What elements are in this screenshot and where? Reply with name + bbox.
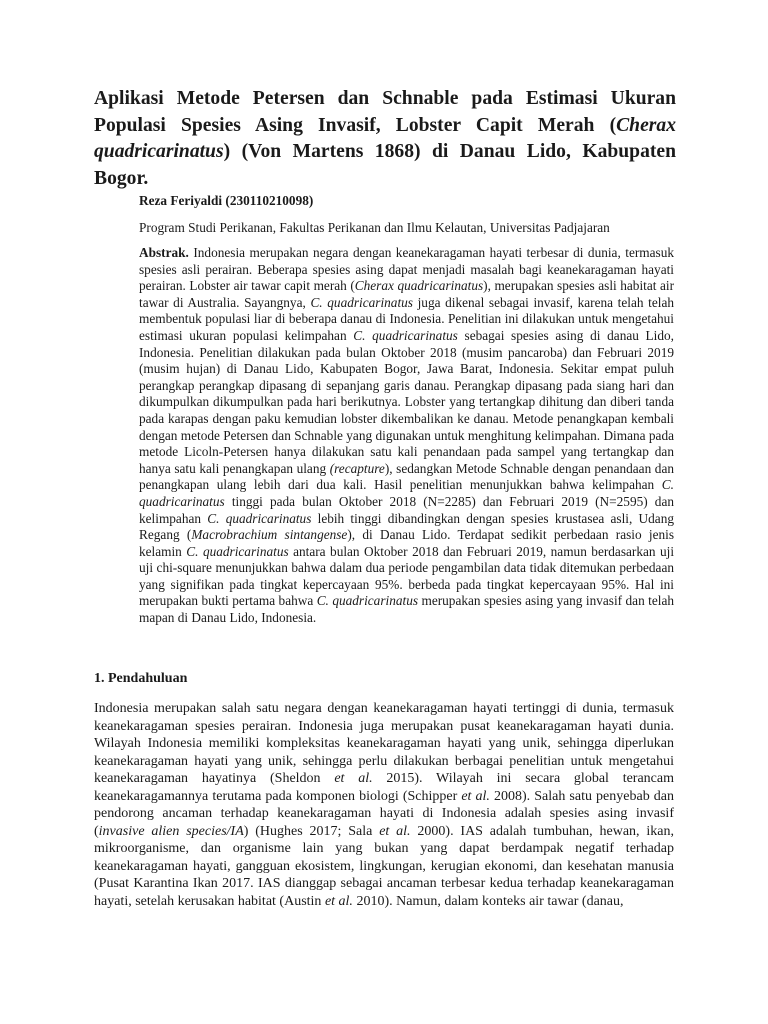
title-species-name: Cherax quadricarinatus <box>94 114 676 162</box>
title-text-end: ) (Von Martens 1868) di Danau Lido, Kabupaten Bogor. <box>94 141 676 189</box>
abstract-text: merupakan spesies asing yang invasif dan telah mapan di Danau Lido, Indonesia. <box>139 593 674 626</box>
species-name: C. quadricarinatus <box>207 510 312 526</box>
affiliation-line: Program Studi Perikanan, Fakultas Perikanan dan Ilmu Kelautan, Universitas Padjajaran <box>139 220 610 235</box>
species-name: Cherax quadricarinatus <box>354 278 484 294</box>
abstract-paragraph <box>139 245 674 627</box>
body-text: 2008). Salah satu penyebab dan pendorong ancaman terhadap keanekaragaman hayati di Indonesia adalah spesies asing invasif ( <box>94 788 674 839</box>
species-name: Macrobrachium sintangense <box>191 527 348 543</box>
abstract-text: antara bulan Oktober 2018 dan Februari 2019, namun berdasarkan uji uji chi-square menunjukkan bahwa dalam dua periode pengambilan data tidak ditemukan perbedaan yang signifikan pada tingkat kepercayaan 95%. berbeda pada tingkat kepercayaan 95%. Hal ini merupakan bukti pertama bahwa <box>139 543 675 609</box>
abstract-text: ), di Danau Lido. Terdapat sedikit perbedaan rasio jenis kelamin <box>139 527 675 559</box>
section-heading: 1. Pendahuluan <box>94 671 188 686</box>
species-name: C. quadricarinatus <box>186 543 289 559</box>
body-text: ) (Hughes 2017; Sala <box>243 823 380 839</box>
italic-citation: et al. <box>461 788 490 804</box>
body-text: 2010). Namun, dalam konteks air tawar (danau, <box>352 894 624 910</box>
abstract-text: sebagai spesies asing di danau Lido, Indonesia. Penelitian dilakukan pada bulan Oktober 2018 (musim pancaroba) dan Februari 2019 (musim hujan) di Danau Lido, Kabupaten Bogor, Jawa Barat, Indonesia. Sekitar empat puluh perangkap perangkap dipasang di sepanjang garis danau. Perangkap dipasang pada siang hari dan dikumpulkan dikumpulkan pada hari berikutnya. Lobster yang tertangkap dihitung dan diberi tanda pada karapas dengan paku kemudian lobster dikembalikan ke danau. Metode penangkapan kembali dengan metode Petersen dan Schnable yang digunakan untuk menghitung kelimpahan. Dimana pada metode Licoln-Petersen hanya dilakukan satu kali penandaan pada sampel yang tertangkap dan hanya satu kali penangkapan ulang <box>139 327 674 476</box>
italic-citation: et al. <box>324 894 353 910</box>
species-name: C. quadricarinatus <box>353 327 458 343</box>
italic-citation: et al. <box>379 823 411 839</box>
abstract-text: tinggi pada bulan Oktober 2018 (N=2285) dan Februari 2019 (N=2595) dan kelimpahan <box>139 493 674 526</box>
introduction-paragraph <box>94 700 674 911</box>
italic-term: invasive alien species/IA <box>98 823 244 839</box>
title-text: Aplikasi Metode Petersen dan Schnable pada Estimasi Ukuran Populasi Spesies Asing Invasif, Lobster Capit Merah ( <box>94 88 676 136</box>
abstract-text: ), merupakan spesies asli habitat air tawar di Australia. Sayangnya, <box>139 278 675 310</box>
abstract-text: Indonesia merupakan negara dengan keanekaragaman hayati terbesar di dunia, termasuk spesies asli perairan. Beberapa spesies asing dapat menjadi masalah bagi keanekaragaman hayati perairan. Lobster air tawar capit merah ( <box>139 245 674 294</box>
body-text: Indonesia merupakan salah satu negara dengan keanekaragaman hayati tertinggi di dunia, termasuk keanekaragaman spesies perairan. Indonesia juga merupakan pusat keanekaragaman hayati dunia. Wilayah Indonesia memiliki kompleksitas keanekaragaman hayati yang unik, sehingga diperlukan keanekaragaman hayati yang unik, sehingga perlu dilakukan berbagai penelitian untuk mengetahui keanekaragaman hayatinya (Sheldon <box>94 701 674 787</box>
abstract-text: juga dikenal sebagai invasif, karena telah telah membentuk populasi liar di beberapa danau di Indonesia. Penelitian ini dilakukan untuk mengetahui estimasi ukuran populasi kelimpahan <box>139 294 674 343</box>
italic-term: (recapture <box>329 460 385 476</box>
abstract-text: ), sedangkan Metode Schnable dengan penandaan dan penangkapan ulang lebih dari dua kali. Hasil penelitian menunjukkan bahwa kelimpahan <box>139 460 675 493</box>
body-text: 2000). IAS adalah tumbuhan, hewan, ikan, mikroorganisme, dan organisme lain yang bukan yang dapat berdampak negatif terhadap keanekaragaman hayati, gangguan ekosistem, lingkungan, kerugian ekonomi, dan kesehatan manusia (Pusat Karantina Ikan 2017. IAS dianggap sebagai ancaman terbesar kedua terhadap keanekaragaman hayati, setelah kerusakan habitat (Austin <box>94 823 674 910</box>
paper-title <box>94 86 676 192</box>
abstract-label: Abstrak. <box>139 245 189 260</box>
species-name: C. quadricarinatus <box>316 593 419 609</box>
species-name: C. quadricarinatus <box>139 477 674 509</box>
italic-citation: et al. <box>334 771 373 787</box>
body-text: 2015). Wilayah ini secara global terancam keanekaragamannya terutama pada komponen biologi (Schipper <box>94 771 674 804</box>
author-line: Reza Feriyaldi (230110210098) <box>139 193 314 208</box>
species-name: C. quadricarinatus <box>310 294 413 310</box>
abstract-text: lebih tinggi dibandingkan dengan spesies krustasea asli, Udang Regang ( <box>139 510 674 543</box>
